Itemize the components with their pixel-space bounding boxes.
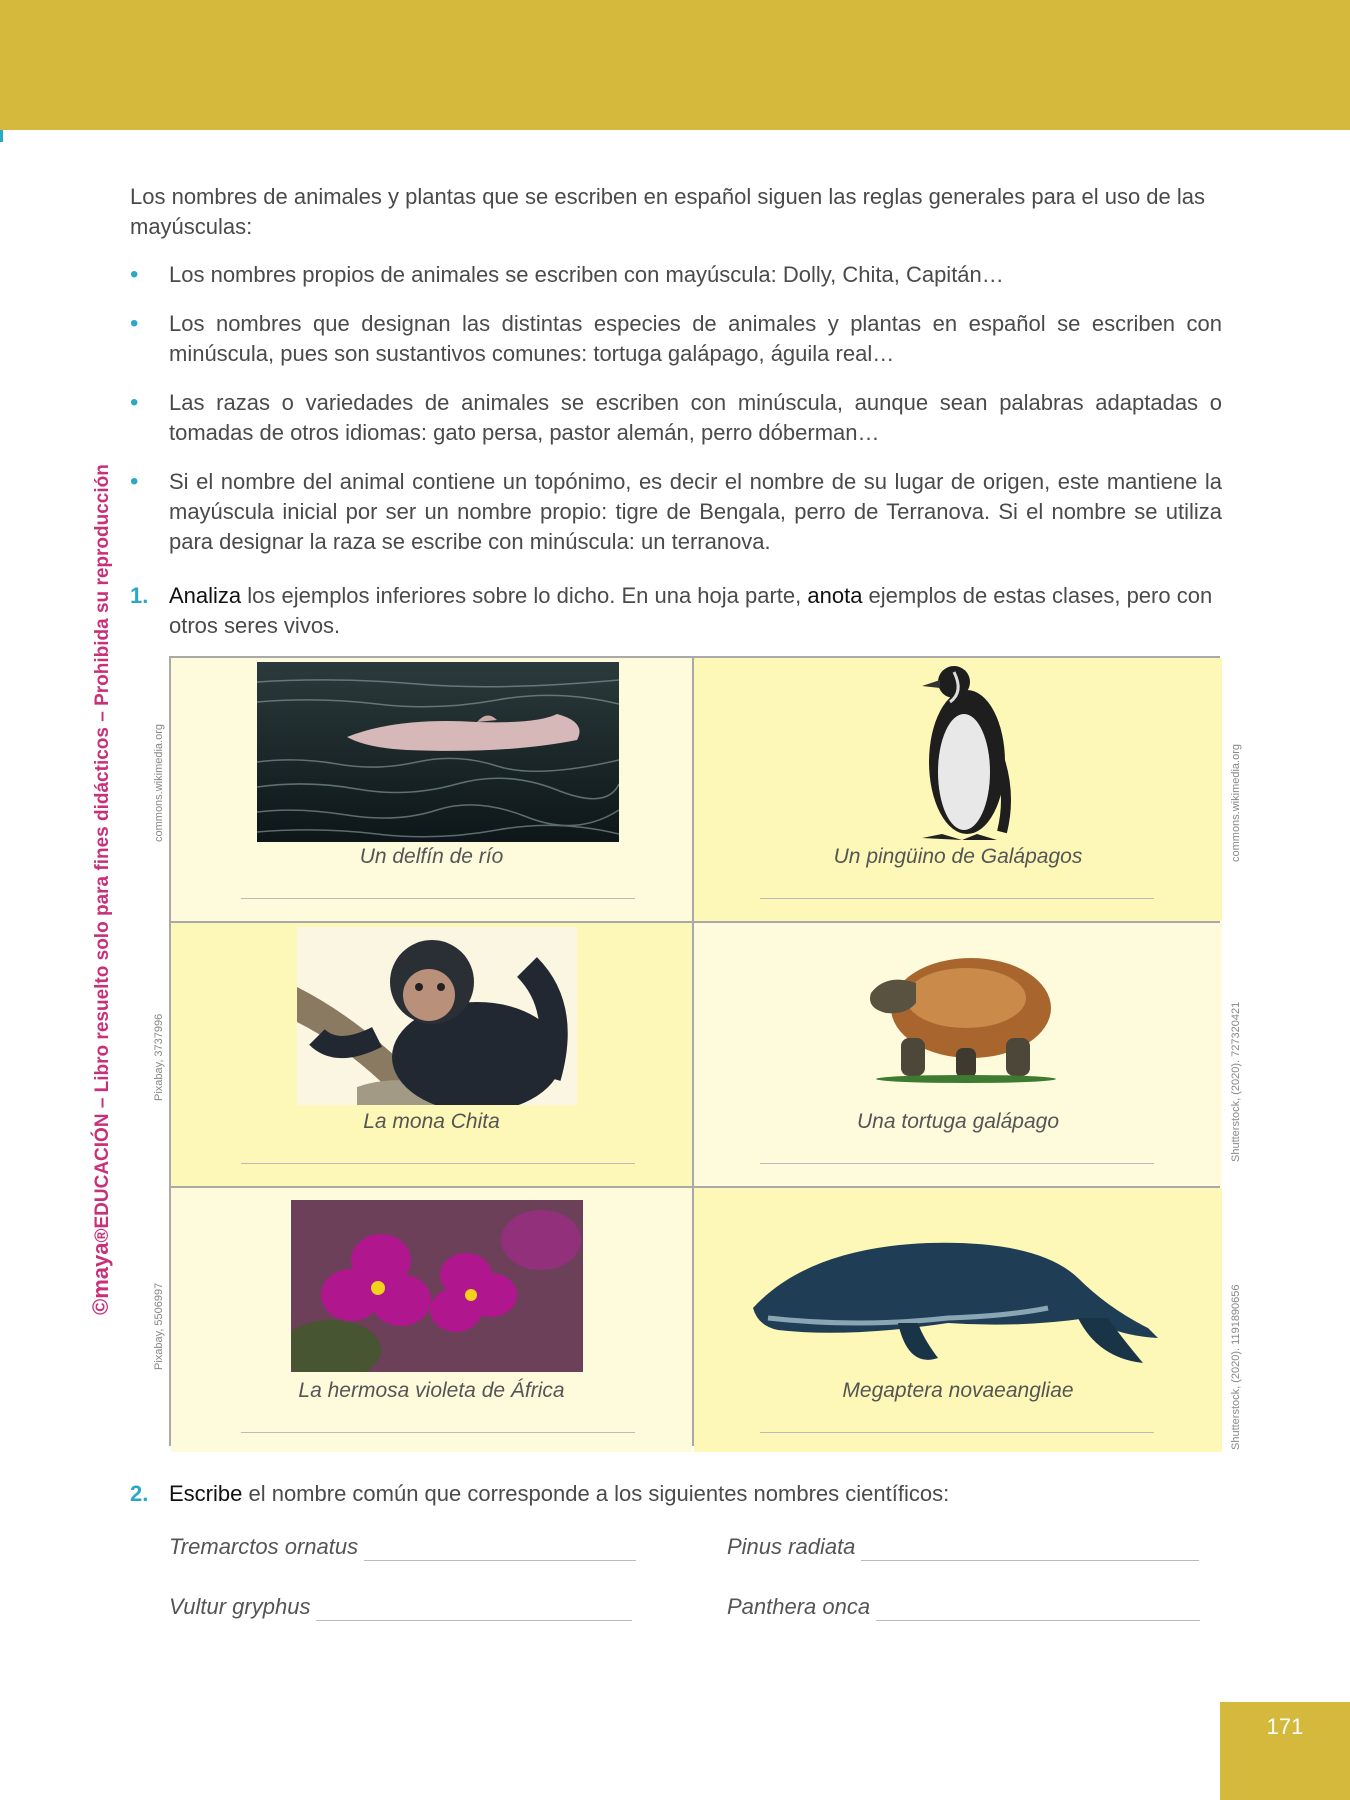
answer-line[interactable] — [876, 1594, 1200, 1621]
answer-line[interactable] — [241, 1163, 635, 1164]
answer-line[interactable] — [241, 898, 635, 899]
example-cell — [694, 1188, 1222, 1452]
example-cell — [171, 1188, 692, 1452]
example-caption: Un delfín de río — [359, 845, 504, 868]
edge-marker — [0, 130, 3, 142]
scientific-name-item: Pinus radiata — [727, 1534, 1199, 1561]
rule-item: • Si el nombre del animal contiene un topónimo, es decir el nombre de su lugar de origen, este mantiene la mayúscula inicial por ser un nombre propio: tigre de Bengala, perro de Terranova. Si el nombre se utiliza para designar la raza se escribe con minúscula: un terranova. — [130, 468, 1222, 554]
bullet-icon: • — [130, 468, 139, 495]
bullet-icon: • — [130, 261, 139, 288]
scientific-name-item: Panthera onca — [727, 1594, 1200, 1621]
task-1 — [130, 581, 1222, 641]
answer-line[interactable] — [861, 1534, 1199, 1561]
example-caption: Una tortuga galápago — [857, 1110, 1059, 1133]
bullet-icon: • — [130, 389, 139, 416]
example-cell — [171, 923, 692, 1186]
maya-logo: ©maya — [88, 1242, 113, 1315]
page-number: 171 — [1220, 1702, 1350, 1800]
rules-list — [130, 260, 1222, 557]
river-dolphin-photo — [257, 662, 619, 842]
scientific-name-item: Vultur gryphus — [169, 1594, 632, 1621]
answer-line[interactable] — [760, 898, 1154, 899]
example-caption: Un pingüino de Galápagos — [833, 845, 1083, 868]
photo-credit: commons.wikimedia.org — [153, 724, 165, 842]
task-verb: anota — [807, 583, 863, 608]
bullet-icon: • — [130, 310, 139, 337]
task-text: Escribe el nombre común que corresponde a los siguientes nombres científicos: — [169, 1481, 950, 1506]
example-caption: Megaptera novaeangliae — [842, 1379, 1074, 1402]
copyright-sidebar — [88, 464, 114, 1315]
rule-item: • Los nombres propios de animales se escriben con mayúscula: Dolly, Chita, Capitán… — [130, 261, 1004, 288]
rule-item: • Los nombres que designan las distintas especies de animales y plantas en español se escriben con minúscula, pues son sustantivos comunes: tortuga galápago, águila real… — [130, 310, 1222, 366]
example-caption: La hermosa violeta de África — [298, 1379, 565, 1402]
photo-credit: Pixabay, 3737996 — [153, 1013, 165, 1101]
example-cell — [171, 658, 692, 921]
rules-section — [130, 182, 1222, 576]
task-2 — [130, 1479, 1222, 1509]
task-verb: Analiza — [169, 583, 242, 608]
example-caption: La mona Chita — [363, 1110, 500, 1133]
penguin-photo — [902, 662, 1022, 844]
photo-credit: commons.wikimedia.org — [1230, 744, 1242, 862]
answer-line[interactable] — [316, 1594, 632, 1621]
rule-item: • Las razas o variedades de animales se escriben con minúscula, aunque sean palabras adaptadas o tomadas de otros idiomas: gato persa, pastor alemán, perro dóberman… — [130, 389, 1222, 445]
copyright-text: ®EDUCACIÓN – Libro resuelto solo para fines didácticos – Prohibida su reproducción — [92, 464, 113, 1243]
task-verb: Escribe — [169, 1481, 243, 1506]
examples-grid — [169, 656, 1220, 1446]
humpback-whale-photo — [748, 1218, 1168, 1368]
intro-paragraph: Los nombres de animales y plantas que se escriben en español siguen las reglas generales para el uso de las mayúsculas: — [130, 184, 1206, 239]
answer-line[interactable] — [760, 1432, 1154, 1433]
task-text: Analiza los ejemplos inferiores sobre lo dicho. En una hoja parte, anota ejemplos de estas clases, pero con otros seres vivos. — [169, 583, 1213, 638]
task-number: 1. — [130, 583, 149, 608]
example-cell — [694, 658, 1222, 921]
answer-line[interactable] — [760, 1163, 1154, 1164]
scientific-name-item: Tremarctos ornatus — [169, 1534, 636, 1561]
chimpanzee-photo — [297, 927, 577, 1105]
header-band — [0, 0, 1350, 130]
photo-credit: Pixabay, 5506997 — [153, 1282, 165, 1370]
task-number: 2. — [130, 1481, 149, 1506]
answer-line[interactable] — [241, 1432, 635, 1433]
answer-line[interactable] — [364, 1534, 636, 1561]
photo-credit: Shutterstock, (2020). 1191890656 — [1230, 1284, 1242, 1450]
african-violet-photo — [291, 1200, 583, 1372]
example-cell — [694, 923, 1222, 1186]
photo-credit: Shutterstock, (2020). 727320421 — [1230, 1001, 1242, 1162]
tortoise-photo — [856, 953, 1056, 1083]
